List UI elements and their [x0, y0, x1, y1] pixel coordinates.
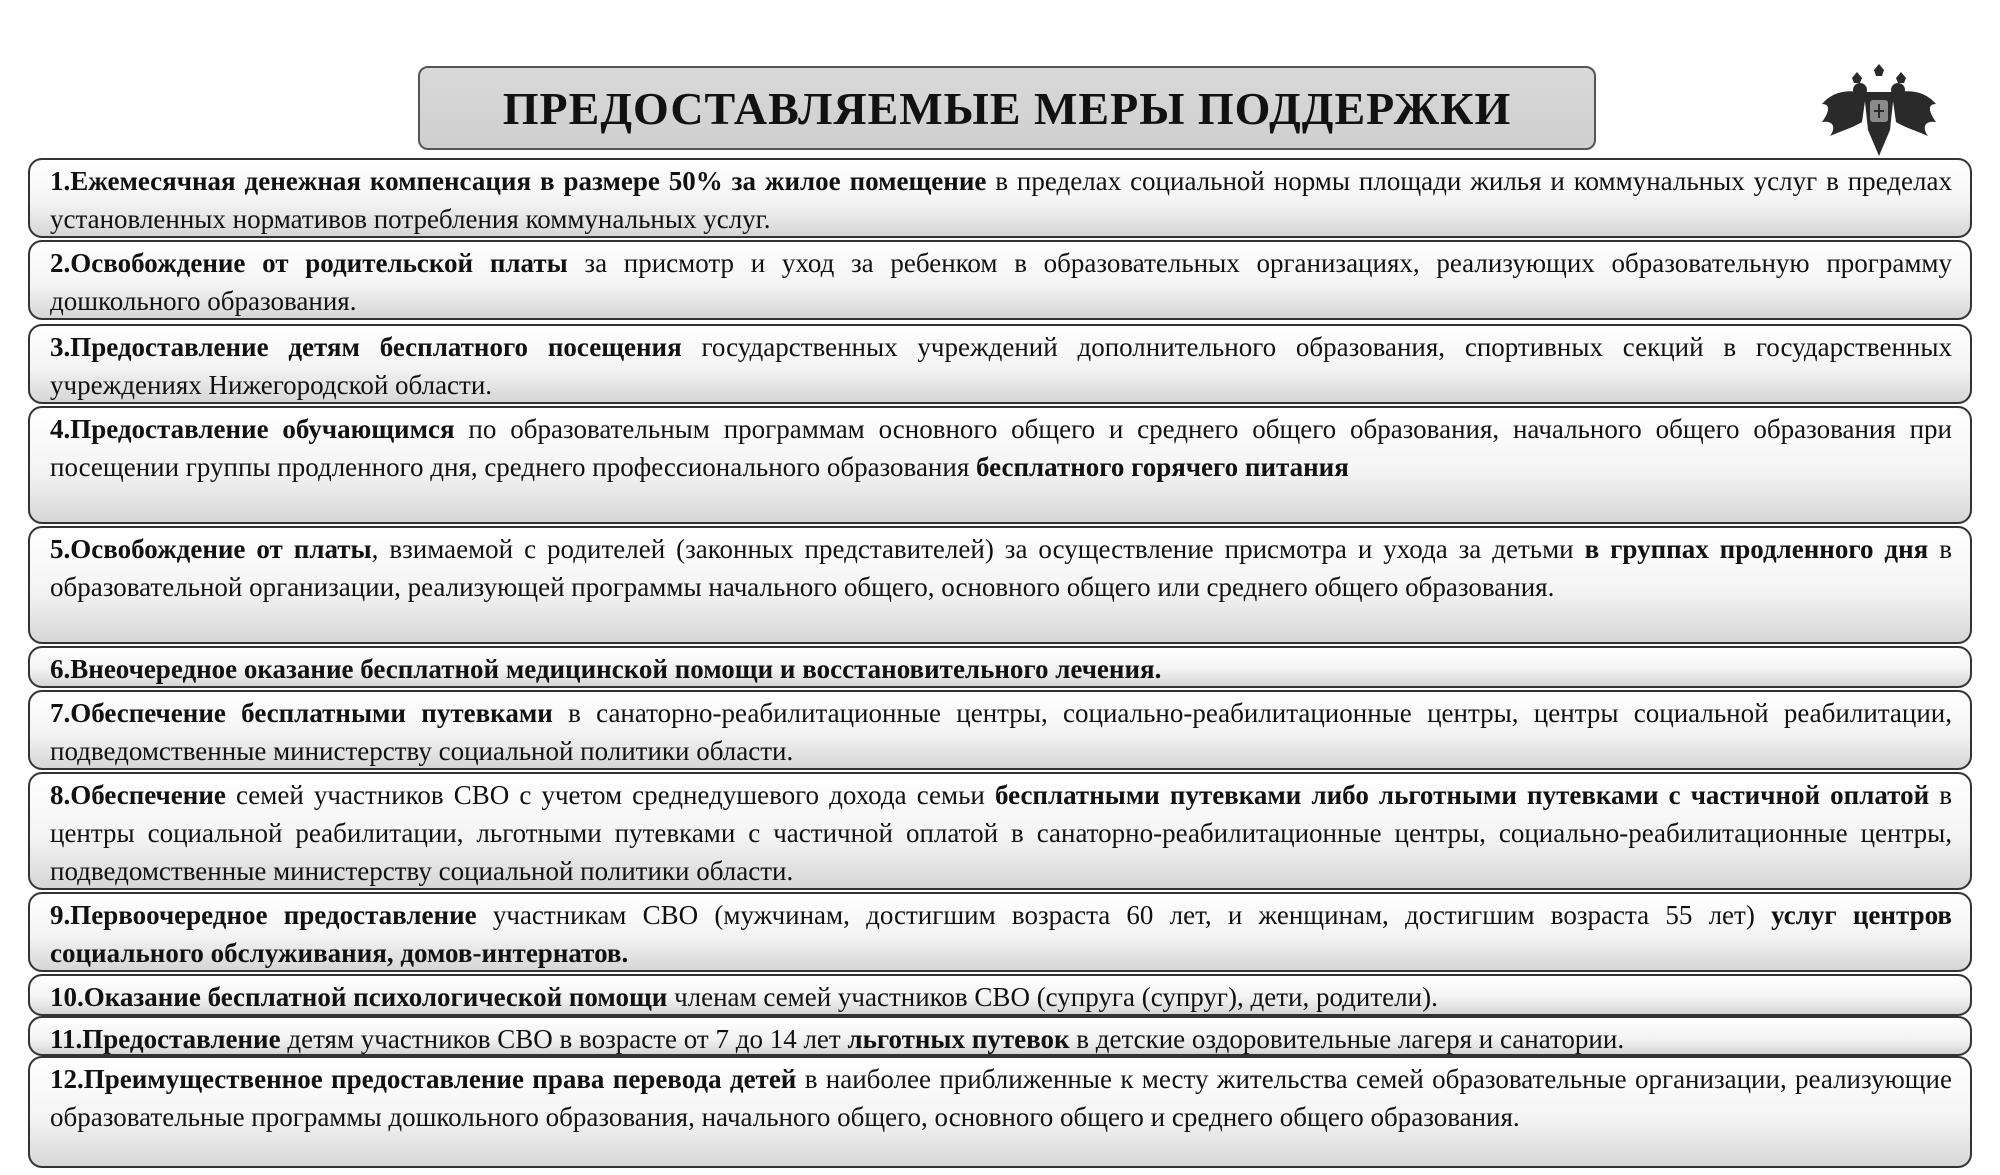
measure-bold-lead: 12.Преимущественное предоставление права перевода детей	[50, 1064, 797, 1094]
measure-bold-lead: 2.Освобождение от родительской платы	[50, 248, 568, 278]
measure-bold-mid: в группах продленного дня	[1584, 534, 1929, 564]
measure-bold-lead: 10.Оказание бесплатной психологической помощи	[50, 982, 668, 1012]
measure-bold-mid: льготных путевок	[847, 1024, 1070, 1054]
measure-text: в пределах социальной нормы площади жилья и коммунальных услуг в пределах установленных нормативов потребления коммунальных услуг.	[50, 166, 1952, 234]
measure-bold-lead: 3.Предоставление детям бесплатного посещения	[50, 332, 682, 362]
measure-text: детям участников СВО в возрасте от 7 до 14 лет	[280, 1024, 848, 1054]
measure-bold-lead: 6.Внеочередное оказание бесплатной медицинской помощи и восстановительного лечения.	[50, 654, 1162, 684]
measure-item-8	[28, 772, 1972, 890]
measure-item-11	[28, 1016, 1972, 1056]
measure-bold-lead: 4.Предоставление обучающимся	[50, 414, 455, 444]
measure-bold-lead: 9.Первоочередное предоставление	[50, 900, 477, 930]
measure-item-6	[28, 646, 1972, 688]
measure-text: по образовательным программам основного общего и среднего общего образования, начального общего образования при посещении группы продленного дня, среднего профессионального образования	[50, 414, 1953, 482]
double-headed-eagle-emblem-icon	[1818, 64, 1940, 160]
measure-item-1	[28, 158, 1972, 238]
measure-text: в наиболее приближенные к месту жительства семей образовательные организации, реализующие образовательные программы дошкольного образования, начального общего, основного общего и среднего общего образования.	[50, 1064, 1952, 1132]
measure-bold-lead: 5.Освобождение от платы	[50, 534, 372, 564]
measure-text: членам семей участников СВО (супруга (супруг), дети, родители).	[667, 982, 1438, 1012]
measure-text-tail: в детские оздоровительные лагеря и санатории.	[1069, 1024, 1625, 1054]
page-title-box	[418, 66, 1596, 150]
measure-item-4	[28, 406, 1972, 524]
measure-item-9	[28, 892, 1972, 972]
measure-text: в санаторно-реабилитационные центры, социально-реабилитационные центры, центры социальной реабилитации, подведомственные министерству социальной политики области.	[50, 698, 1952, 766]
measure-text: участникам СВО (мужчинам, достигшим возраста 60 лет, и женщинам, достигшим возраста 55 лет)	[476, 900, 1772, 930]
measure-bold-tail: услуг центров социального обслуживания, домов-интернатов.	[50, 900, 1952, 968]
page-title: ПРЕДОСТАВЛЯЕМЫЕ МЕРЫ ПОДДЕРЖКИ	[502, 82, 1512, 134]
measure-text-tail: в образовательной организации, реализующей программы начального общего, основного общего или среднего общего образования.	[50, 534, 1952, 602]
measure-item-7	[28, 690, 1972, 770]
measure-text-tail: в центры социальной реабилитации, льготными путевками с частичной оплатой в санаторно-реабилитационные центры, социально-реабилитационные центры, подведомственные министерству социальной политики области.	[50, 780, 1953, 886]
measure-item-2	[28, 240, 1972, 320]
measure-text: семей участников СВО с учетом среднедушевого дохода семьи	[225, 780, 995, 810]
measure-item-10	[28, 974, 1972, 1016]
measure-item-12	[28, 1056, 1972, 1168]
measure-bold-lead: 7.Обеспечение бесплатными путевками	[50, 698, 553, 728]
measure-text: за присмотр и уход за ребенком в образовательных организациях, реализующих образовательную программу дошкольного образования.	[50, 248, 1952, 316]
measure-bold-lead: 11.Предоставление	[50, 1024, 281, 1054]
measure-item-5	[28, 526, 1972, 644]
measure-text: , взимаемой с родителей (законных представителей) за осуществление присмотра и ухода за детьми	[371, 534, 1585, 564]
measure-bold-tail: бесплатного горячего питания	[976, 452, 1349, 482]
measure-item-3	[28, 324, 1972, 404]
measure-bold-lead: 1.Ежемесячная денежная компенсация в размере 50% за жилое помещение	[50, 166, 987, 196]
measure-bold-mid: бесплатными путевками либо льготными путевками с частичной оплатой	[994, 780, 1930, 810]
measure-text: государственных учреждений дополнительного образования, спортивных секций в государственных учреждениях Нижегородской области.	[50, 332, 1952, 400]
measure-bold-lead: 8.Обеспечение	[50, 780, 226, 810]
